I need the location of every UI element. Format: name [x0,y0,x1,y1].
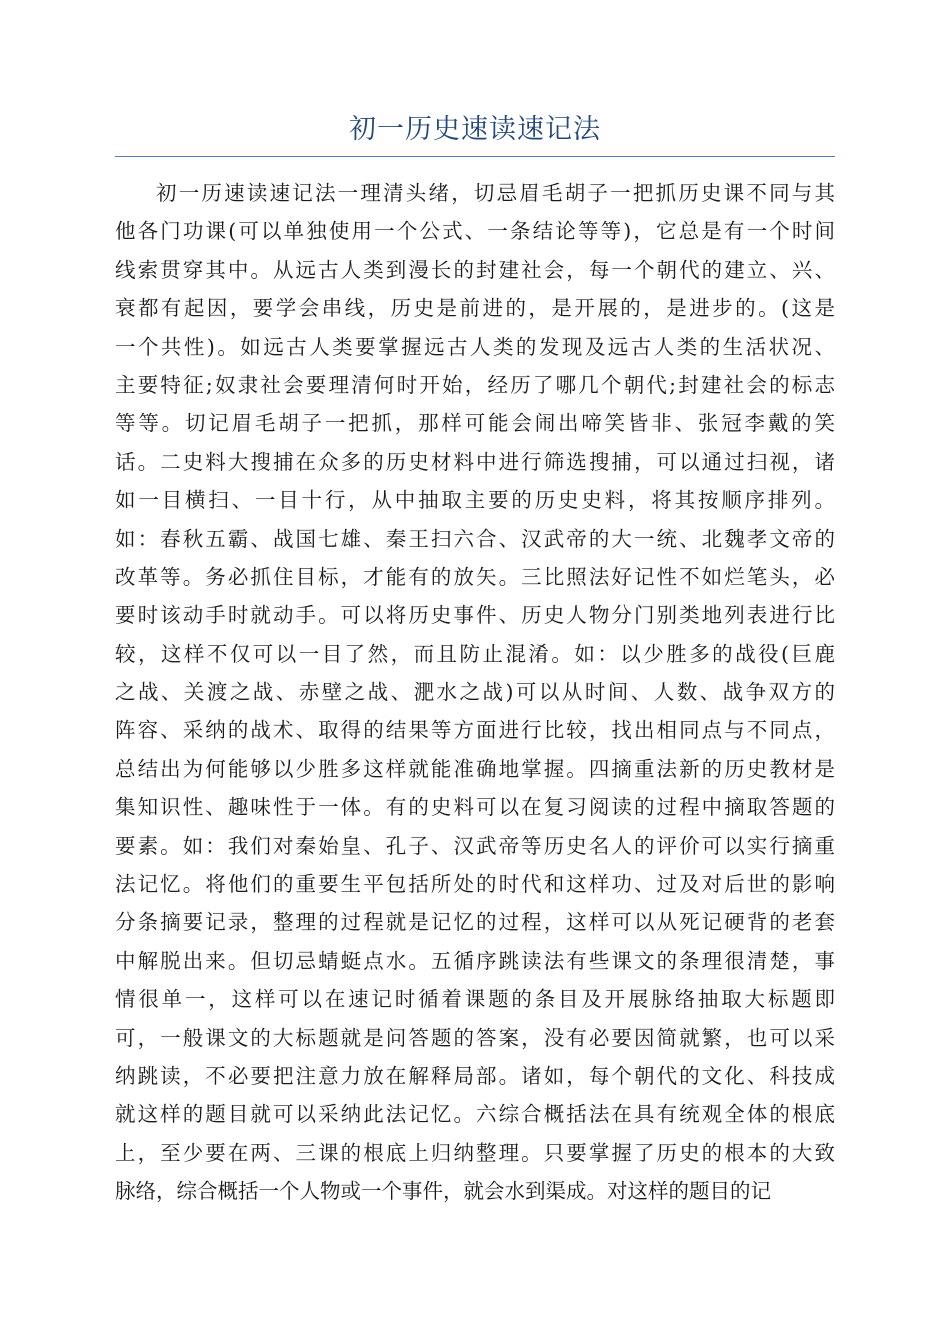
text-line: 法记忆。将他们的重要生平包括所处的时代和这样功、过及对后世的影响 [115,872,835,897]
text-line: 纳跳读，不必要把注意力放在解释局部。诸如，每个朝代的文化、科技成 [115,1063,835,1088]
text-line: 改革等。务必抓住目标，才能有的放矢。三比照法好记性不如烂笔头，必 [115,564,835,589]
text-line: 如：春秋五霸、战国七雄、秦王扫六合、汉武帝的大一统、北魏孝文帝的 [115,526,835,551]
title-block [115,112,835,157]
text-line: 如一目横扫、一目十行，从中抽取主要的历史史料，将其按顺序排列。 [115,488,835,513]
text-line: 脉络，综合概括一个人物或一个事件，就会水到渠成。对这样的题目的记 [115,1179,771,1204]
text-line: 就这样的题目就可以采纳此法记忆。六综合概括法在具有统观全体的根底 [115,1102,835,1127]
text-line: 要时该动手时就动手。可以将历史事件、历史人物分门别类地列表进行比 [115,603,835,628]
text-line: 阵容、采纳的战术、取得的结果等方面进行比较，找出相同点与不同点， [115,718,835,743]
text-line: 等等。切记眉毛胡子一把抓，那样可能会闹出啼笑皆非、张冠李戴的笑 [115,411,835,436]
text-line: 分条摘要记录，整理的过程就是记忆的过程，这样可以从死记硬背的老套 [115,910,835,935]
text-line: 要素。如：我们对秦始皇、孔子、汉武帝等历史名人的评价可以实行摘重 [115,833,835,858]
document-title: 初一历史速读速记法 [349,114,601,145]
text-line: 集知识性、趣味性于一体。有的史料可以在复习阅读的过程中摘取答题的 [115,795,835,820]
text-line: 主要特征;奴隶社会要理清何时开始，经历了哪几个朝代;封建社会的标志 [115,372,835,397]
text-line: 衰都有起因，要学会串线，历史是前进的，是开展的，是进步的。(这是 [115,296,835,321]
text-line: 情很单一，这样可以在速记时循着课题的条目及开展脉络抽取大标题即 [115,987,835,1012]
text-line: 之战、关渡之战、赤壁之战、淝水之战)可以从时间、人数、战争双方的 [115,680,835,705]
text-line: 一个共性)。如远古人类要掌握远古人类的发现及远古人类的生活状况、 [115,334,835,359]
body-text [115,174,835,1211]
text-line: 较，这样不仅可以一目了然，而且防止混淆。如：以少胜多的战役(巨鹿 [115,641,835,666]
text-line: 总结出为何能够以少胜多这样就能准确地掌握。四摘重法新的历史教材是 [115,756,835,781]
text-line: 初一历速读速记法一理清头绪，切忌眉毛胡子一把抓历史课不同与其 [156,181,835,205]
text-line: 话。二史料大搜捕在众多的历史材料中进行筛选搜捕，可以通过扫视，诸 [115,449,835,474]
text-line: 可，一般课文的大标题就是问答题的答案，没有必要因简就繁，也可以采 [115,1025,835,1050]
text-line: 他各门功课(可以单独使用一个公式、一条结论等等)，它总是有一个时间 [115,219,835,244]
text-line: 上，至少要在两、三课的根底上归纳整理。只要掌握了历史的根本的大致 [115,1140,835,1165]
text-line: 中解脱出来。但切忌蜻蜓点水。五循序跳读法有些课文的条理很清楚，事 [115,948,835,973]
text-line: 线索贯穿其中。从远古人类到漫长的封建社会，每一个朝代的建立、兴、 [115,257,835,282]
